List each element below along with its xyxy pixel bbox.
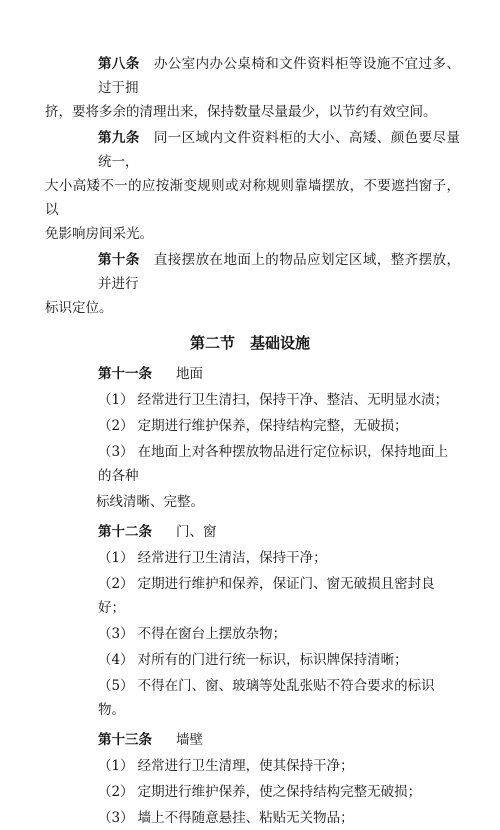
item-text: 定期进行维护保养，使之保持结构完整无破损； [137,784,422,800]
item-index: （5） [98,678,134,694]
article-9-cont2 [45,222,460,246]
item-index: （1） [98,550,134,566]
list-item [98,440,460,488]
item-index: （3） [98,626,134,642]
article-9-line1: 同一区域内文件资料柜的大小、高矮、颜色要尽量统一， [98,130,460,170]
article-11-title: 地面 [176,366,203,382]
list-item [98,388,460,412]
item-text-wrap: 标线清晰、完整。 [96,494,204,510]
list-item-wrap [96,490,460,514]
article-11-label: 第十一条 [98,366,152,382]
item-text: 不得在窗台上摆放杂物； [137,626,287,642]
article-9-label: 第九条 [98,130,140,146]
item-text: 不得在门、窗、玻璃等处乱张贴不符合要求的标识物。 [98,678,435,718]
article-12-title: 门、窗 [176,524,217,540]
article-11-heading [98,362,460,386]
article-8-cont [45,100,460,124]
article-13-label: 第十三条 [98,732,152,748]
list-item [98,780,460,804]
list-item [98,674,460,722]
article-12-heading [98,520,460,544]
article-10 [98,248,460,296]
item-index: （3） [98,810,134,826]
item-index: （4） [98,652,134,668]
article-10-cont [45,296,460,320]
article-10-line1: 直接摆放在地面上的物品应划定区域，整齐摆放，并进行 [98,252,460,292]
article-9 [98,126,460,174]
item-index: （2） [98,576,134,592]
article-12-label: 第十二条 [98,524,152,540]
article-13-title: 墙壁 [176,732,203,748]
item-text: 墙上不得随意悬挂、粘贴无关物品； [137,810,354,826]
article-8-label: 第八条 [98,56,140,72]
list-item [98,572,460,620]
item-index: （3） [98,444,134,460]
article-9-line2: 大小高矮不一的应按渐变规则或对称规则靠墙摆放，不要遮挡窗子，以 [45,178,460,218]
list-item [98,648,460,672]
list-item [98,622,460,646]
list-item [98,754,460,778]
item-index: （1） [98,392,134,408]
article-9-line3: 免影响房间采光。 [45,226,153,242]
item-text: 经常进行卫生清扫，保持干净、整洁、无明显水渍； [137,392,449,408]
article-8 [98,52,460,100]
section-title: 第二节 基础设施 [189,334,310,352]
item-text: 经常进行卫生清洁，保持干净； [137,550,327,566]
item-text: 定期进行维护保养，保持结构完整，无破损； [137,418,408,434]
item-text: 定期进行维护和保养，保证门、窗无破损且密封良好； [98,576,435,616]
article-8-line2: 挤，要将多余的清理出来，保持数量尽量最少，以节约有效空间。 [45,104,437,120]
list-item [98,546,460,570]
article-10-label: 第十条 [98,252,140,268]
article-8-line1: 办公室内办公桌椅和文件资料柜等设施不宜过多、过于拥 [98,56,460,96]
article-9-cont [45,174,460,222]
item-index: （2） [98,784,134,800]
article-10-line2: 标识定位。 [45,300,113,316]
list-item [98,414,460,438]
list-item [98,806,460,830]
item-text: 对所有的门进行统一标识，标识牌保持清晰； [137,652,408,668]
item-text: 在地面上对各种摆放物品进行定位标识，保持地面上的各种 [98,444,449,484]
item-index: （1） [98,758,134,774]
article-13-heading [98,728,460,752]
item-text: 经常进行卫生清理，使其保持干净； [137,758,354,774]
item-index: （2） [98,418,134,434]
